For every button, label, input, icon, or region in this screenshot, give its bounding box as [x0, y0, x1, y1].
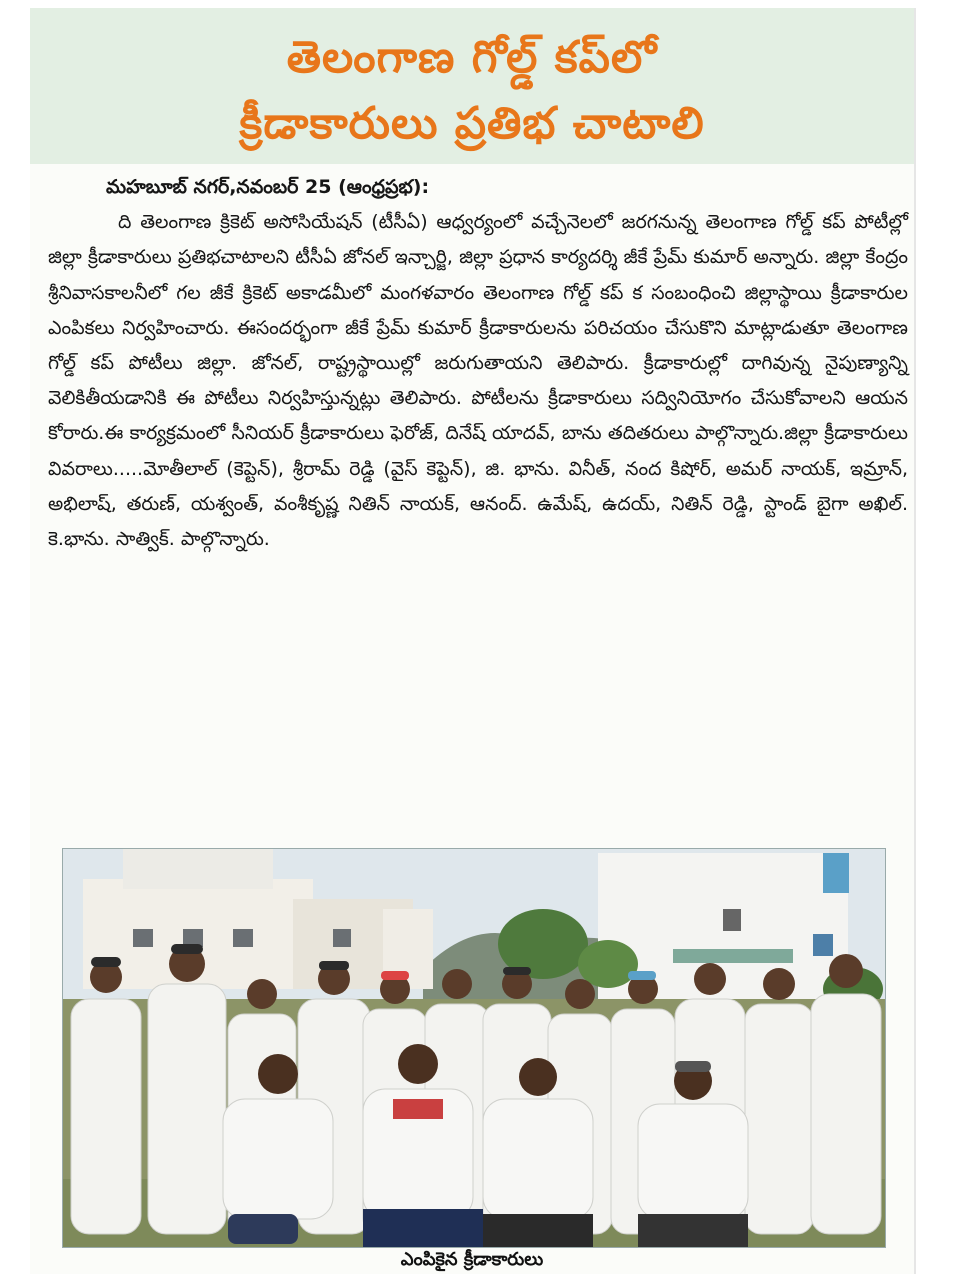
newspaper-clipping — [30, 8, 914, 1274]
article-paragraph — [48, 205, 908, 557]
headline-line-1: తెలంగాణ గోల్డ్ కప్‌లో — [286, 32, 658, 83]
article-paragraph-text: ది తెలంగాణ క్రికెట్ అసోసియేషన్ (టీసీఏ) ఆధ్వర్యంలో వచ్చేనెలలో జరగనున్న తెలంగాణ గోల్డ్ కప్ పోటీల్లో జిల్లా క్రీడాకారులు ప్రతిభచాటాలని టీసీఏ జోనల్ ఇన్చార్జి, జిల్లా ప్రధాన కార్యదర్శి జీకే ప్రేమ్ కుమార్ అన్నారు. జిల్లా కేంద్రం శ్రీనివాసకాలనీలో గల జీకే క్రికెట్ అకాడమీలో మంగళవారం తెలంగాణ గోల్డ్ కప్ క సంబంధించి జిల్లాస్థాయి క్రీడాకారుల ఎంపికలు నిర్వహించారు. ఈసందర్భంగా జీకే ప్రేమ్ కుమార్ క్రీడాకారులను పరిచయం చేసుకొని మాట్లాడుతూ తెలంగాణ గోల్డ్ కప్ పోటీలు జిల్లా. జోనల్, రాష్ట్రస్థాయిల్లో జరుగుతాయని తెలిపారు. క్రీడాకారుల్లో దాగివున్న నైపుణ్యాన్ని వెలికితీయడానికి ఈ పోటీలు నిర్వహిస్తున్నట్లు తెలిపారు. పోటీలను క్రీడాకారులు సద్వినియోగం చేసుకోవాలని ఆయన కోరారు.ఈ కార్యక్రమంలో సీనియర్ క్రీడాకారులు ఫెరోజ్, దినేష్ యాదవ్, బాను తదితరులు పాల్గొన్నారు.జిల్లా క్రీడాకారులు వివరాలు.....మోతీలాల్ (కెప్టెన్), శ్రీరామ్ రెడ్డి (వైస్ కెప్టెన్), జి. భాను. వినీత్, నంద కిషోర్, అమర్ నాయక్, ఇమ్రాన్, అభిలాష్, తరుణ్, యశ్వంత్, వంశీకృష్ణ నితిన్ నాయక్, ఆనంద్. ఉమేష్, ఉదయ్, నితిన్ రెడ్డి, స్టాండ్ బైగా అఖిల్. కె.భాను. సాత్విక్. పాల్గొన్నారు. — [48, 211, 908, 551]
page-edge-divider — [914, 8, 916, 1274]
article-dateline: మహబూబ్ నగర్,నవంబర్ 25 (ఆంధ్రప్రభ): — [106, 176, 430, 198]
article-body — [48, 170, 908, 557]
team-photo-image — [63, 849, 885, 1247]
headline-line-2: క్రీడాకారులు ప్రతిభ చాటాలి — [239, 98, 705, 149]
team-photo — [62, 848, 886, 1248]
photo-caption: ఎంపికైన క్రీడాకారులు — [400, 1249, 544, 1270]
